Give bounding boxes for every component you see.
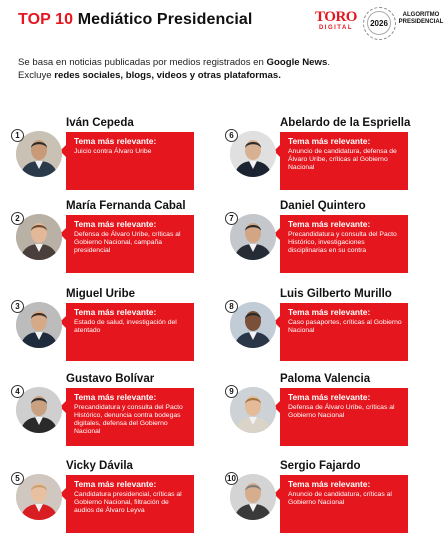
candidate-card [214,288,424,363]
topic-box [280,303,408,361]
intro-1a: Se basa en noticias publicadas por medios registrados en [18,57,267,68]
rank-badge: 1 [11,129,24,142]
rank-badge: 4 [11,385,24,398]
candidate-name: Daniel Quintero [280,200,366,212]
topic-label: Tema más relevante: [288,219,371,229]
candidate-name: Miguel Uribe [66,288,136,300]
intro-1b: Google News [266,57,328,68]
topic-text: Caso pasaportes, críticas al Gobierno Nacional [288,319,402,334]
rank-badge: 6 [225,129,238,142]
topic-text: Defensa de Álvaro Uribe, críticas al Gobierno Nacional, campaña presidencial [74,231,181,254]
topic-label: Tema más relevante: [288,479,371,489]
rank-badge: 10 [225,472,238,485]
header [0,0,448,44]
candidate-card [0,460,210,535]
candidate-card [0,288,210,363]
topic-text: Candidatura presidencial, críticas al Gobierno Nacional, filtración de audios de Álvaro Leyva [74,491,182,514]
rank-badge: 8 [225,300,238,313]
intro-line-1 [18,56,438,69]
candidate-name: Abelardo de la Espriella [280,117,411,129]
topic-label: Tema más relevante: [74,307,157,317]
candidate-card [214,200,424,275]
candidate-name: Iván Cepeda [66,117,134,129]
intro-2b: redes sociales, blogs, videos y otras plataformas. [54,70,281,81]
algo-line2: PRESIDENCIAL [398,19,444,25]
candidate-card [0,200,210,275]
candidate-card [214,117,424,192]
topic-box [66,132,194,190]
candidate-card [0,117,210,192]
candidate-name: Sergio Fajardo [280,460,361,472]
seal-inner [367,11,391,35]
topic-box [280,388,408,446]
seal-year: 2026 [370,19,388,28]
intro-line-2 [18,69,438,82]
topic-text: Estado de salud, investigación del atentado [74,319,177,334]
topic-text: Precandidatura y consulta del Pacto Histórico, denuncia contra bodegas digitales, defensa del Gobierno Nacional [74,404,183,435]
candidate-card [214,373,424,448]
page-title [18,11,252,29]
toro-logo-word: TORO [315,9,357,25]
topic-text: Defensa de Álvaro Uribe, críticas al Gobierno Nacional [288,404,395,419]
topic-text: Precandidatura y consulta del Pacto Histórico, investigaciones disciplinarias en su contra [288,231,397,254]
topic-box [66,303,194,361]
topic-label: Tema más relevante: [288,307,371,317]
topic-box [66,388,194,446]
title-top10: TOP 10 [18,11,74,28]
candidate-card [0,373,210,448]
topic-box [280,475,408,533]
topic-text: Anuncio de candidatura, críticas al Gobierno Nacional [288,491,392,506]
candidate-card [214,460,424,535]
rank-badge: 2 [11,212,24,225]
seal-2026-icon [363,7,396,40]
candidate-name: Luis Gilberto Murillo [280,288,392,300]
topic-box [66,215,194,273]
candidate-name: María Fernanda Cabal [66,200,186,212]
topic-text: Anuncio de candidatura, defensa de Álvaro Uribe, críticas al Gobierno Nacional [288,148,397,171]
topic-box [280,215,408,273]
candidate-name: Paloma Valencia [280,373,371,385]
topic-label: Tema más relevante: [74,392,157,402]
topic-text: Juicio contra Álvaro Uribe [74,148,152,155]
candidate-name: Vicky Dávila [66,460,133,472]
toro-logo-sub: DIGITAL [318,25,354,31]
rank-badge: 9 [225,385,238,398]
topic-label: Tema más relevante: [74,219,157,229]
topic-label: Tema más relevante: [288,392,371,402]
intro-2a: Excluye [18,70,55,81]
rank-badge: 5 [11,472,24,485]
toro-digital-logo [311,9,361,41]
candidate-name: Gustavo Bolívar [66,373,155,385]
rank-badge: 3 [11,300,24,313]
rank-badge: 7 [225,212,238,225]
intro-text [18,56,438,82]
topic-label: Tema más relevante: [74,136,157,146]
topic-label: Tema más relevante: [288,136,371,146]
intro-1c: . [327,57,330,68]
algo-line1: ALGORITMO [402,12,440,18]
topic-box [66,475,194,533]
topic-box [280,132,408,190]
topic-label: Tema más relevante: [74,479,157,489]
algoritmo-logo [398,12,444,26]
title-main: Mediático Presidencial [77,11,253,28]
